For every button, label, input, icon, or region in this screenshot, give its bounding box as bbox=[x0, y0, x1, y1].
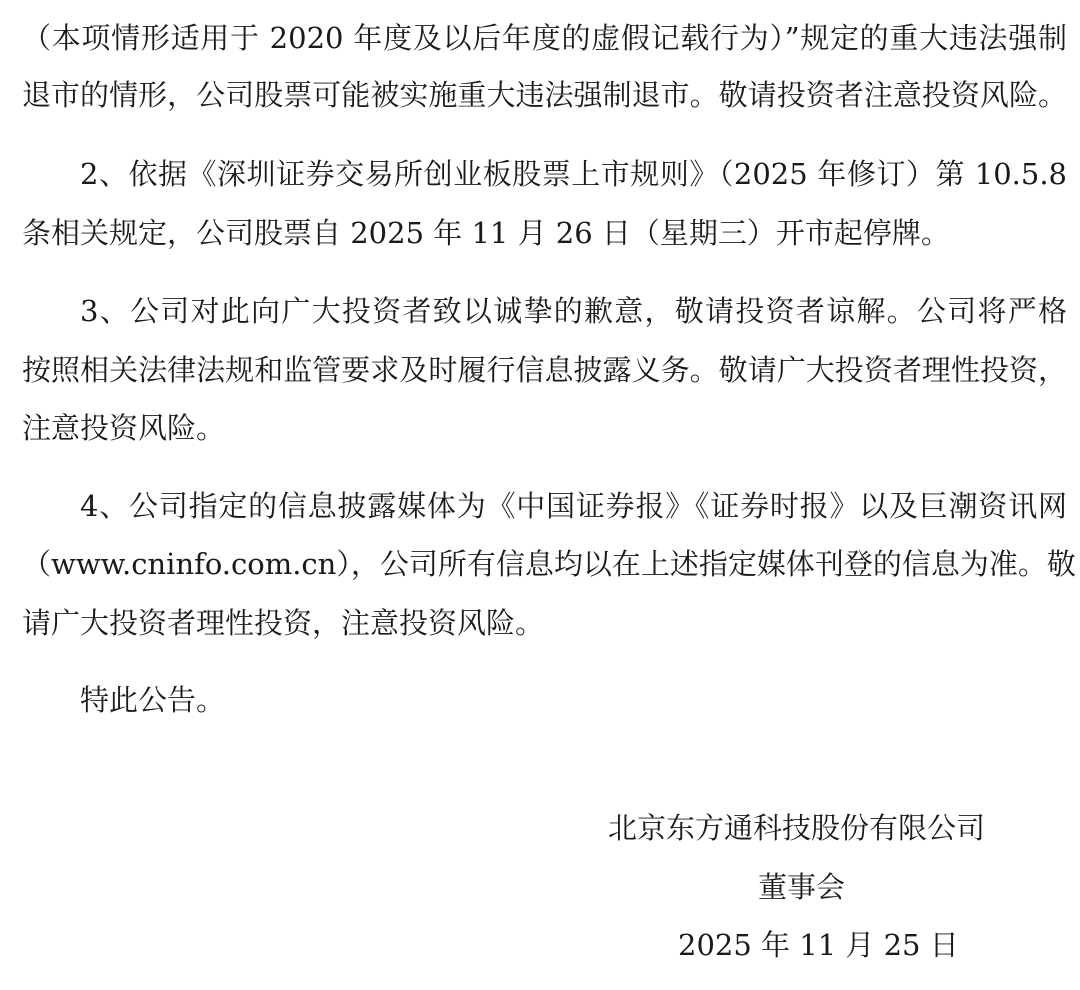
paragraph-continuation-line-1: （本项情形适用于 2020 年度及以后年度的虚假记载行为）”规定的重大违法强制 bbox=[22, 21, 1067, 55]
item-3-line-2: 按照相关法律法规和监管要求及时履行信息披露义务。敬请广大投资者理性投资， bbox=[22, 353, 1067, 387]
closing-statement: 特此公告。 bbox=[80, 683, 226, 717]
signature-board: 董事会 bbox=[758, 870, 846, 904]
item-2-line-2: 条相关规定，公司股票自 2025 年 11 月 26 日（星期三）开市起停牌。 bbox=[22, 216, 950, 250]
item-3-line-1: 3、公司对此向广大投资者致以诚挚的歉意，敬请投资者谅解。公司将严格 bbox=[80, 294, 1067, 328]
signature-company: 北京东方通科技股份有限公司 bbox=[608, 811, 986, 845]
item-4-line-2: （www.cninfo.com.cn），公司所有信息均以在上述指定媒体刊登的信息为准。敬 bbox=[22, 547, 1076, 581]
item-4-line-3: 请广大投资者理性投资，注意投资风险。 bbox=[22, 606, 545, 640]
item-2-line-1: 2、依据《深圳证券交易所创业板股票上市规则》（2025 年修订）第 10.5.8 bbox=[80, 157, 1067, 191]
signature-date: 2025 年 11 月 25 日 bbox=[678, 928, 959, 962]
item-4-line-1: 4、公司指定的信息披露媒体为《中国证券报》《证券时报》以及巨潮资讯网 bbox=[80, 489, 1067, 523]
paragraph-continuation-line-2: 退市的情形，公司股票可能被实施重大违法强制退市。敬请投资者注意投资风险。 bbox=[22, 78, 1067, 112]
item-3-line-3: 注意投资风险。 bbox=[22, 411, 226, 445]
